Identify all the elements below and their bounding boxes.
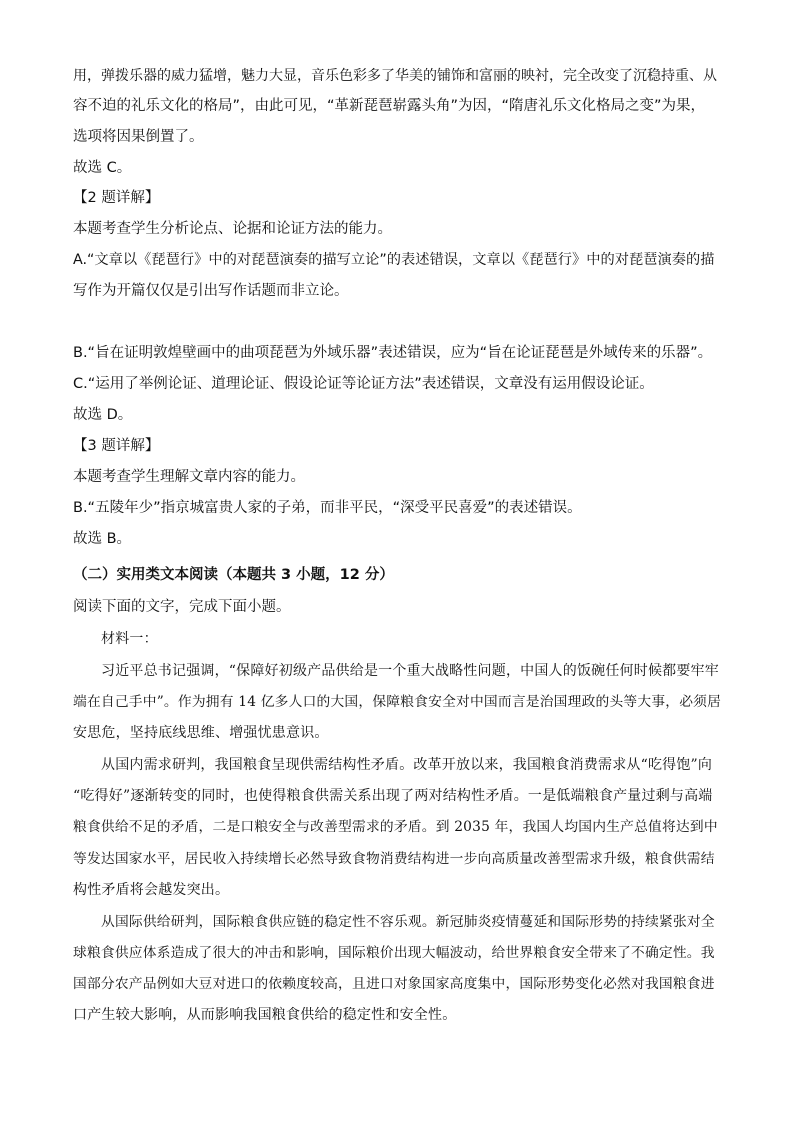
answer-choice: 故选 C。 bbox=[73, 160, 132, 176]
material-paragraph-line: 安思危，坚持底线思维、增强忧患意识。 bbox=[73, 725, 329, 741]
material-paragraph-line: 从国内需求研判，我国粮食呈现供需结构性矛盾。改革开放以来，我国粮食消费需求从“吃得饱”向 bbox=[101, 757, 713, 773]
answer-choice: 故选 B。 bbox=[73, 531, 132, 547]
section-title: （二）实用类文本阅读（本题共 3 小题，12 分） bbox=[73, 567, 394, 583]
question-heading: 【2 题详解】 bbox=[73, 190, 160, 206]
answer-choice: 故选 D。 bbox=[73, 407, 133, 423]
material-paragraph-line: 粮食供给不足的矛盾，二是口粮安全与改善型需求的矛盾。到 2035 年，我国人均国内生产总值将达到中 bbox=[73, 819, 718, 835]
material-paragraph-line: 口产生较大影响，从而影响我国粮食供给的稳定性和安全性。 bbox=[73, 1007, 457, 1023]
question-intro: 本题考查学生理解文章内容的能力。 bbox=[73, 469, 305, 485]
answer-line: 用，弹拨乐器的威力猛增，魅力大显，音乐色彩多了华美的铺饰和富丽的映衬，完全改变了沉稳持重、从 bbox=[73, 68, 717, 84]
material-paragraph-line: 端在自己手中”。作为拥有 14 亿多人口的大国，保障粮食安全对中国而言是治国理政的头等大事，必须居 bbox=[73, 694, 722, 710]
material-paragraph-line: 等发达国家水平，居民收入持续增长必然导致食物消费结构进一步向高质量改善型需求升级，粮食供需结 bbox=[73, 851, 715, 867]
option-b-line: B.“五陵年少”指京城富贵人家的子弟，而非平民，“深受平民喜爱”的表述错误。 bbox=[73, 500, 582, 516]
option-c-line: C.“运用了举例论证、道理论证、假设论证等论证方法”表述错误，文章没有运用假设论证。 bbox=[73, 376, 654, 392]
material-paragraph-line: 从国际供给研判，国际粮食供应链的稳定性不容乐观。新冠肺炎疫情蔓延和国际形势的持续紧张对全 bbox=[101, 914, 715, 930]
material-paragraph-line: 球粮食供应体系造成了很大的冲击和影响，国际粮价出现大幅波动，给世界粮食安全带来了不确定性。我 bbox=[73, 945, 715, 961]
material-label: 材料一： bbox=[101, 631, 158, 647]
question-heading: 【3 题详解】 bbox=[73, 438, 160, 454]
material-paragraph-line: 构性矛盾将会越发突出。 bbox=[73, 882, 230, 898]
option-a-line: A.“文章以《琵琶行》中的对琵琶演奏的描写立论”的表述错误，文章以《琵琶行》中的对琵琶演奏的描 bbox=[73, 252, 715, 268]
material-paragraph-line: 习近平总书记强调，“保障好初级产品供给是一个重大战略性问题，中国人的饭碗任何时候都要牢牢 bbox=[101, 663, 719, 679]
section-instruction: 阅读下面的文字，完成下面小题。 bbox=[73, 599, 291, 615]
answer-line: 选项将因果倒置了。 bbox=[73, 129, 204, 145]
question-intro: 本题考查学生分析论点、论据和论证方法的能力。 bbox=[73, 221, 392, 237]
answer-line: 容不迫的礼乐文化的格局”，由此可见，“革新琵琶崭露头角”为因，“隋唐礼乐文化格局之变”为果， bbox=[73, 98, 706, 114]
material-paragraph-line: “吃得好”逐渐转变的同时，也使得粮食供需关系出现了两对结构性矛盾。一是低端粮食产量过剩与高端 bbox=[73, 788, 713, 804]
material-paragraph-line: 国部分农产品例如大豆对进口的依赖度较高，且进口对象国家高度集中，国际形势变化必然对我国粮食进 bbox=[73, 976, 715, 992]
option-b-line: B.“旨在证明敦煌壁画中的曲项琵琶为外域乐器”表述错误，应为“旨在论证琵琶是外域传来的乐器”。 bbox=[73, 345, 713, 361]
option-a-line: 写作为开篇仅仅是引出写作话题而非立论。 bbox=[73, 283, 349, 299]
